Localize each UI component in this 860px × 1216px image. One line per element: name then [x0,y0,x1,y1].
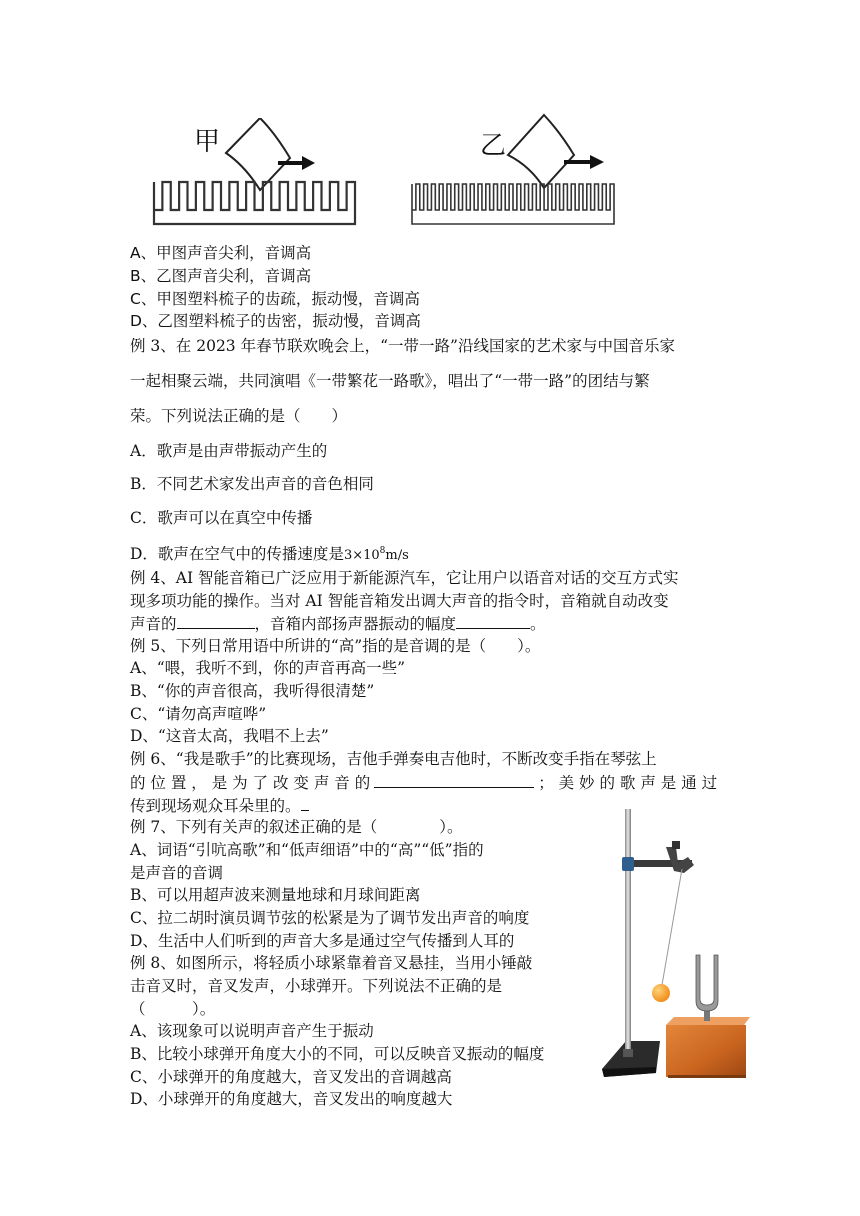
q7-line-a1: A、词语“引吭高歌”和“低声细语”中的“高”“低”指的 [130,841,484,859]
q4-stem-line3 [130,612,546,635]
q2-option-b: B、乙图声音尖利，音调高 [130,267,312,285]
q6-stem-line3 [130,794,309,817]
q6-stem-line1: 例 6、“我是歌手”的比赛现场，吉他手弹奏电吉他时，不断改变手指在琴弦上 [130,750,657,768]
q3-stem-line1: 例 3、在 2023 年春节联欢晚会上，“一带一路”沿线国家的艺术家与中国音乐家 [130,337,675,355]
comb-b-drawing [408,110,623,228]
q7-line-b: B、可以用超声波来测量地球和月球间距离 [130,886,421,904]
q3-option-c: C．歌声可以在真空中传播 [130,509,313,527]
comb-a-drawing [150,118,365,228]
arrow-b-head [590,155,604,169]
q6-answer-blank[interactable] [374,771,534,788]
q7-line-a2: 是声音的音调 [130,864,224,882]
tuning-fork-apparatus-figure [598,805,758,1085]
comb-b-body [412,184,614,224]
q8-stem-line1: 例 8、如图所示，将轻质小球紧靠着音叉悬挂，当用小锤敲 [130,954,533,972]
q7-line-d: D、生活中人们听到的声音大多是通过空气传播到人耳的 [130,932,515,950]
q4-text-b: ，音箱内部扬声器振动的幅度 [254,615,457,633]
comb-a-body [154,182,355,224]
q5-option-a: A、“喂，我听不到，你的声音再高一些” [130,659,406,677]
q6-trailing-blank [301,794,309,811]
resonance-box [666,1025,746,1077]
q4-stem-line2: 现多项功能的操作。当对 AI 智能音箱发出调大声音的指令时，音箱就自动改变 [130,592,669,610]
q5-stem: 例 5、下列日常用语中所讲的“高”指的是音调的是（ ）。 [130,637,541,655]
comb-figure-a [150,118,365,228]
q6-text-b: ； 美 妙 的 歌 声 是 通 过 [538,774,718,792]
stand-clamp [622,857,634,871]
q3-option-d-value: 3×10 [343,548,380,564]
q3-option-d-unit: m/s [385,548,409,564]
q4-text-a: 声音的 [130,615,177,633]
q4-text-c: 。 [530,615,546,633]
apparatus-drawing [598,805,758,1085]
q3-option-d-exponent: 8 [379,546,386,556]
q5-option-b: B、“你的声音很高，我听得很清楚” [130,682,375,700]
q4-answer-blank-1[interactable] [177,612,255,629]
arrow-a-head [302,156,315,170]
q2-option-c: C、甲图塑料梳子的齿疏，振动慢，音调高 [130,290,420,308]
q3-stem-line3: 荣。下列说法正确的是（ ） [130,407,348,425]
pendulum-thread [662,869,682,985]
stand-rod [625,809,631,1055]
q6-text-a: 的 位 置 ， 是 为 了 改 变 声 音 的 [130,774,371,792]
figure-label-b: 乙 [480,131,507,161]
q8-stem-line2: 击音叉时，音叉发声，小球弹开。下列说法不正确的是 [130,977,503,995]
q6-stem-line2 [130,771,717,794]
q3-stem-line2: 一起相聚云端，共同演唱《一带繁花一路歌》，唱出了“一带一路”的团结与繁 [130,372,650,390]
figure-label-a: 甲 [194,127,221,157]
q8-option-a: A、该现象可以说明声音产生于振动 [130,1022,374,1040]
q5-option-d: D、“这音太高，我唱不上去” [130,727,329,745]
paper-card-a [226,118,290,190]
q8-option-d: D、小球弹开的角度越大，音叉发出的响度越大 [130,1090,453,1108]
q3-option-d-text: D．歌声在空气中的传播速度是 [130,545,344,564]
q4-stem-line1: 例 4、AI 智能音箱已广泛应用于新能源汽车，它让用户以语音对话的交互方式实 [130,569,679,587]
q2-option-d: D、乙图塑料梳子的齿密，振动慢，音调高 [130,312,421,330]
q6-text-c: 传到现场观众耳朵里的。 [130,797,301,815]
paper-card-b [508,115,574,188]
q4-answer-blank-2[interactable] [456,612,530,629]
q8-stem-line3: （ ）。 [130,1000,216,1018]
q3-option-b: B．不同艺术家发出声音的音色相同 [130,475,374,493]
tuning-fork-prongs [696,955,718,1011]
q3-option-a: A．歌声是由声带振动产生的 [130,442,328,460]
q3-option-d [130,540,409,567]
q5-option-c: C、“请勿高声喧哗” [130,705,267,723]
comb-figure-b [408,110,623,228]
q7-stem: 例 7、下列有关声的叙述正确的是（ ）。 [130,818,463,836]
pendulum-ball [652,984,670,1002]
q2-option-a: A、甲图声音尖利，音调高 [130,244,312,262]
q7-line-c: C、拉二胡时演员调节弦的松紧是为了调节发出声音的响度 [130,909,530,927]
q8-option-c: C、小球弹开的角度越大，音叉发出的音调越高 [130,1068,452,1086]
q8-option-b: B、比较小球弹开角度大小的不同，可以反映音叉振动的幅度 [130,1045,545,1063]
